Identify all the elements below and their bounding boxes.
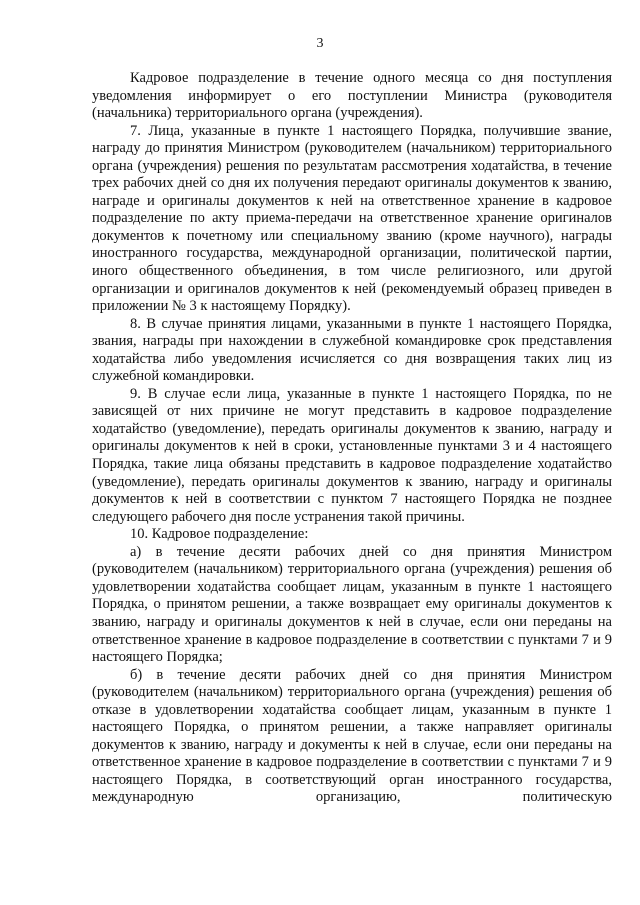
paragraph-10: 10. Кадровое подразделение: [130,526,309,543]
document-body [92,70,612,807]
paragraph-8: 8. В случае принятия лицами, указанными в пункте 1 настоящего Порядка, звания, награды при нахождении в служебной командировке срок представления ходатайства либо уведомления исчисляется со дня возвращения таких лиц из служебной командировки. [92,315,612,385]
paragraph-10-b: б) в течение десяти рабочих дней со дня принятия Министром (руководителем (начальником) территориального органа (учреждения) решения об отказе в удовлетворении ходатайства сообщает лицам, указанным в пункте 1 настоящего Порядка, о принятом решении, а также направляет оригиналы документов к званию, награду и документы к ней в случае, если они переданы на ответственное хранение в кадровое подразделение в соответствии с пунктами 7 и 9 настоящего Порядка, в соответствующий орган иностранного государства, международную организацию, политическую [92,666,612,806]
page-number: 3 [316,36,324,51]
paragraph-intro: Кадровое подразделение в течение одного месяца со дня поступления уведомления информирует о его поступлении Министра (руководителя (начальника) территориального органа (учреждения). [92,70,612,122]
paragraph-9: 9. В случае если лица, указанные в пункте 1 настоящего Порядка, по не зависящей от них причине не могут представить в кадровое подразделение ходатайство (уведомление), передать оригиналы документов к званию, награду и оригиналы документов к ней в сроки, установленные пунктами 3 и 4 настоящего Порядка, такие лица обязаны представить в кадровое подразделение ходатайство (уведомление), передать оригиналы документов к званию, награду и оригиналы документов к ней в соответствии с пунктом 7 настоящего Порядка не позднее следующего рабочего дня после устранения такой причины. [92,385,612,525]
paragraph-7: 7. Лица, указанные в пункте 1 настоящего Порядка, получившие звание, награду до принятия Министром (руководителем (начальником) территориального органа (учреждения) решения по результатам рассмотрения ходатайства, в течение трех рабочих дней со дня их получения передают оригиналы документов к званию, награде и оригиналы документов к ней на ответственное хранение в кадровое подразделение по акту приема-передачи на ответственное хранение оригиналов документов к почетному или специальному званию (кроме научного), награды иностранного государства, международной организации, политической партии, иного общественного объединения, в том числе религиозного, или другой организации и оригиналов документов к ней (рекомендуемый образец приведен в приложении № 3 к настоящему Порядку). [92,122,612,315]
paragraph-10-a: а) в течение десяти рабочих дней со дня принятия Министром (руководителем (начальником) территориального органа (учреждения) решения об удовлетворении ходатайства сообщает лицам, указанным в пункте 1 настоящего Порядка, о принятом решении, а также возвращает ему оригиналы документов к званию, награду и оригиналы документов к ней в случае, если они переданы на ответственное хранение в кадровое подразделение в соответствии с пунктами 7 и 9 настоящего Порядка; [92,543,612,666]
